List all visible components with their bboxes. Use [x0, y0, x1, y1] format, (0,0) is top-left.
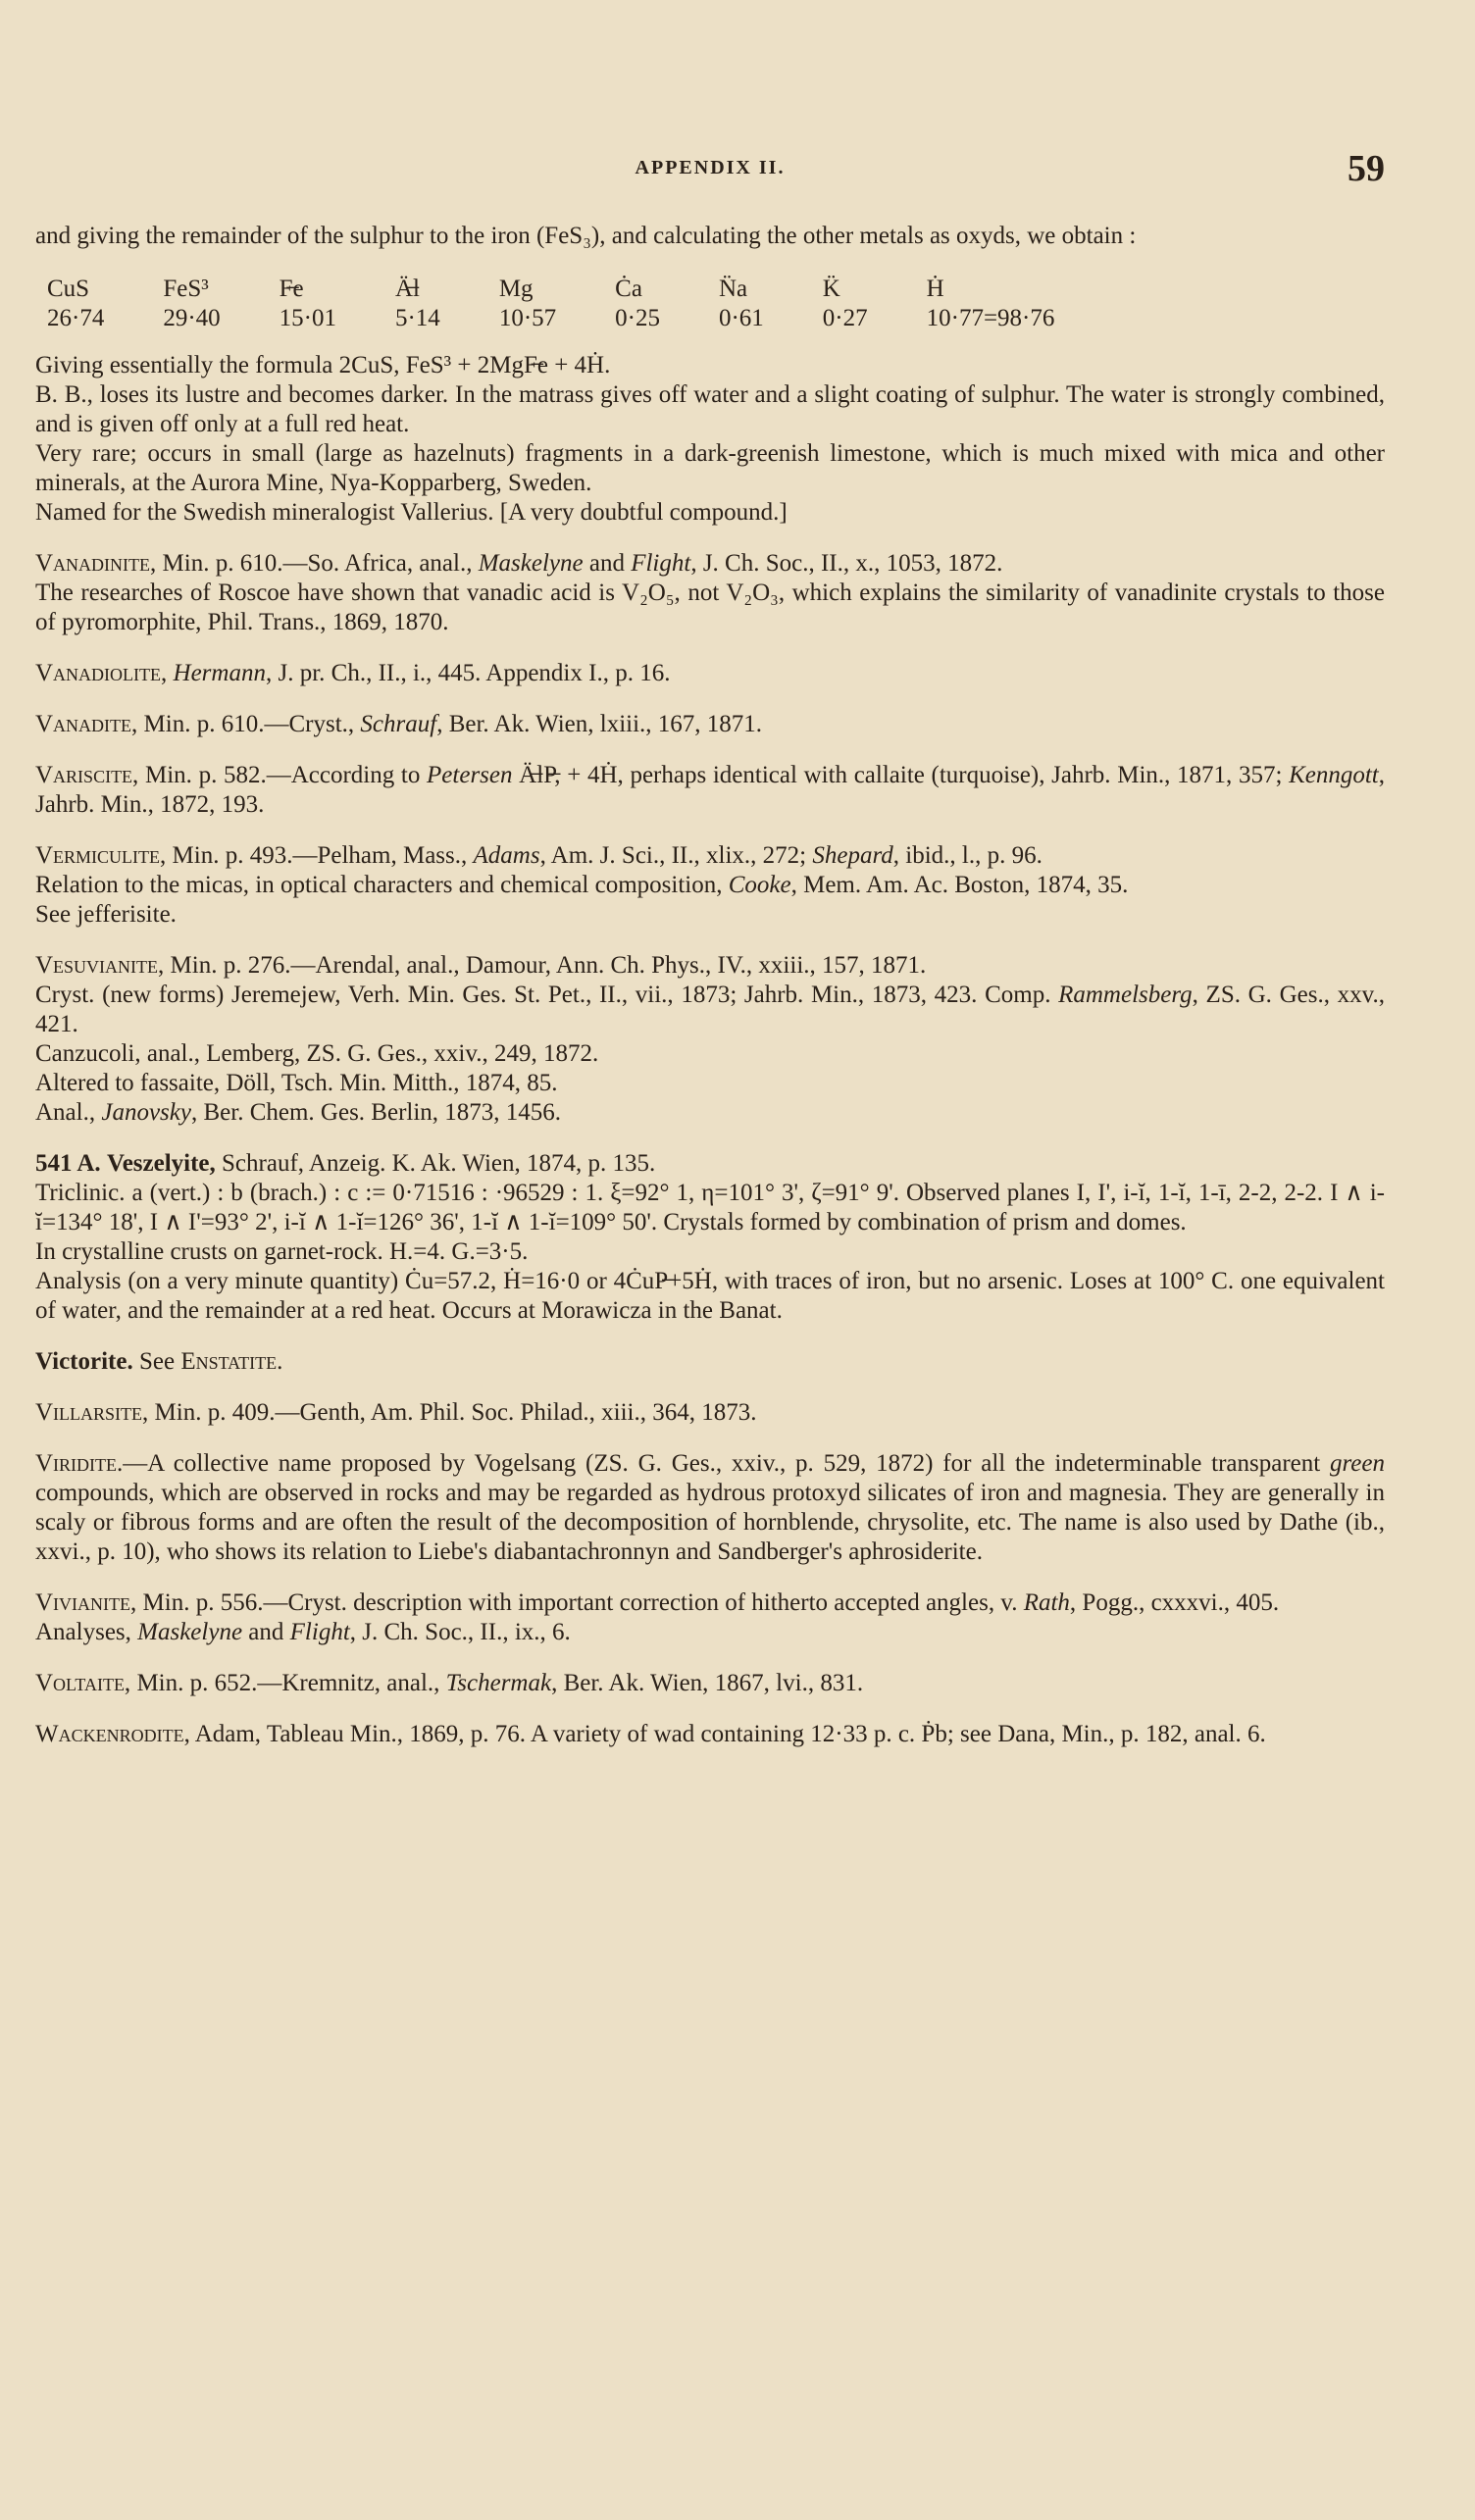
entry-wackenrodite — [35, 1720, 1385, 1749]
entry-text: Min. p. 493.—Pelham, Mass., — [166, 842, 474, 869]
author-name: Schrauf — [360, 711, 437, 737]
entry-vermiculite — [35, 841, 1385, 930]
entry-vivianite — [35, 1588, 1385, 1647]
entry-text: Min. p. 652.—Kremnitz, anal., — [130, 1670, 446, 1696]
entry-text: Schrauf, Anzeig. K. Ak. Wien, 1874, p. 135. — [215, 1150, 656, 1177]
vanadiolite-line — [35, 659, 1385, 688]
entry-text: compounds, which are observed in rocks and may be regarded as hydrous protoxyd silicates of iron and magnesia. They are generally in scaly or fibrous forms and are often the result of the decomposition of hornblende, chrysolite, etc. The name is also used by Dathe (ib., xxvi., p. 10), who shows its relation to Liebe's diabantachronnyn and Sandberger's aphrosiderite. — [35, 1480, 1385, 1565]
entry-text: Anal., — [35, 1099, 102, 1126]
entry-text: Cryst. (new forms) Jeremejew, Verh. Min. Ges. St. Pet., II., vii., 1873; Jahrb. Min., 1873, 423. Comp. — [35, 982, 1059, 1008]
author-name: Shepard — [812, 842, 893, 869]
veszelyite-analysis: Analysis (on a very minute quantity) Ċu=57.2, Ḣ=16·0 or 4ĊuP̶+5Ḣ, with traces of iron, but no arsenic. Loses at 100° C. one equivalent of water, and the remainder at a red heat. Occurs at Morawicza in the Banat. — [35, 1268, 1385, 1324]
author-name: Adams — [473, 842, 540, 869]
page-header — [35, 147, 1385, 196]
body-text — [35, 222, 1385, 1749]
analysis-value-cell: 0·25 — [615, 305, 660, 331]
vivianite-analyses — [35, 1618, 1385, 1647]
entry-text: , J. pr. Ch., II., i., 445. Appendix I., p. 16. — [265, 660, 671, 686]
vesuvianite-altered: Altered to fassaite, Döll, Tsch. Min. Mitth., 1874, 85. — [35, 1070, 558, 1096]
variscite-line — [35, 761, 1385, 820]
entry-vanadinite — [35, 549, 1385, 637]
entry-heading: Vesuvianite, — [35, 952, 165, 979]
entry-heading: Viridite. — [35, 1450, 124, 1477]
vallerite-formula: Giving essentially the formula 2CuS, FeS³ + 2MgF̶e + 4Ḣ. — [35, 352, 611, 378]
vermiculite-see-also: See jefferisite. — [35, 901, 177, 928]
author-name: Rammelsberg — [1058, 982, 1193, 1008]
author-name: Kenngott — [1289, 762, 1379, 788]
entry-text: Relation to the micas, in optical characters and chemical composition, — [35, 872, 729, 898]
entry-viridite — [35, 1449, 1385, 1567]
analysis-header-cell: K̈ — [822, 276, 840, 302]
analysis-header-cell: CuS — [47, 276, 90, 302]
running-title: APPENDIX II. — [635, 157, 786, 178]
entry-text: Min. p. 610.—So. Africa, anal., — [156, 550, 479, 577]
entry-text: , J. Ch. Soc., II., x., 1053, 1872. — [690, 550, 1003, 577]
author-name: Janovsky — [101, 1099, 191, 1126]
veszelyite-habit: In crystalline crusts on garnet-rock. H.=4. G.=3·5. — [35, 1238, 529, 1265]
villarsite-line — [35, 1398, 1385, 1428]
analysis-value-cell: 0·61 — [718, 305, 764, 331]
analysis-header-cell: Ä̶l — [394, 276, 420, 302]
analysis-header-cell: Mg — [498, 276, 534, 302]
analysis-value-cell: 15·01 — [279, 305, 336, 331]
entry-heading: Veszelyite, — [106, 1150, 216, 1177]
entry-heading: Variscite, — [35, 762, 139, 788]
entry-villarsite — [35, 1398, 1385, 1428]
analysis-header-cell: FeS³ — [163, 276, 209, 302]
entry-heading: Victorite. — [35, 1348, 133, 1375]
entry-variscite — [35, 761, 1385, 820]
analysis-header-row — [47, 275, 1054, 304]
entry-heading: Villarsite, — [35, 1399, 149, 1426]
entry-text: , Ber. Ak. Wien, 1867, lvi., 831. — [551, 1670, 864, 1696]
analysis-header-cell: F̶e — [279, 276, 304, 302]
cross-reference: Enstatite. — [180, 1348, 283, 1375]
entry-text: , Ber. Chem. Ges. Berlin, 1873, 1456. — [190, 1099, 562, 1126]
entry-text: , Jahrb. Min., 1872, 193. — [35, 762, 1385, 818]
entry-text: Adam, Tableau Min., 1869, p. 76. A variety of wad containing 12·33 p. c. Ṗb; see Dana, Min., p. 182, anal. 6. — [189, 1721, 1266, 1747]
entry-text: Ä̶lP̶, + 4Ḣ, perhaps identical with callaite (turquoise), Jahrb. Min., 1871, 357; — [512, 762, 1290, 788]
entry-vesuvianite — [35, 951, 1385, 1128]
vesuvianite-canzucoli: Canzucoli, anal., Lemberg, ZS. G. Ges., xxiv., 249, 1872. — [35, 1040, 599, 1067]
entry-vanadiolite — [35, 659, 1385, 688]
entry-text: See — [132, 1348, 181, 1375]
analysis-header-cell: Ḣ — [926, 276, 944, 302]
author-name: Maskelyne — [137, 1619, 243, 1645]
analysis-value-cell: 0·27 — [822, 305, 868, 331]
analysis-table — [47, 275, 1054, 333]
entry-text: , Pogg., cxxxvi., 405. — [1069, 1589, 1280, 1616]
entry-victorite — [35, 1347, 1385, 1377]
intro-paragraph: and giving the remainder of the sulphur to the iron (FeS₃), and calculating the other metals as oxyds, we obtain : — [35, 223, 1137, 249]
emphasis: green — [1330, 1450, 1385, 1477]
vesuvianite-anal — [35, 1098, 1385, 1128]
author-name: Flight — [631, 550, 691, 577]
entry-text: , Mem. Am. Ac. Boston, 1874, 35. — [790, 872, 1129, 898]
wackenrodite-line — [35, 1720, 1385, 1749]
author-name: Maskelyne — [478, 550, 584, 577]
entry-vanadite — [35, 710, 1385, 739]
analysis-value-cell: 26·74 — [47, 305, 105, 331]
analysis-header-cell: Ċa — [615, 276, 642, 302]
analysis-value-cell: 5·14 — [394, 305, 440, 331]
entry-text: —A collective name proposed by Vogelsang (ZS. G. Ges., xxiv., p. 529, 1872) for all the indeterminable transparent — [123, 1450, 1330, 1477]
vallerite-naming: Named for the Swedish mineralogist Vallerius. [A very doubtful compound.] — [35, 499, 788, 526]
entry-text: Min. p. 276.—Arendal, anal., Damour, Ann. Ch. Phys., IV., xxiii., 157, 1871. — [164, 952, 927, 979]
page-number: 59 — [1348, 148, 1385, 189]
vanadinite-line — [35, 549, 1385, 579]
entry-text: , Ber. Ak. Wien, lxiii., 167, 1871. — [436, 711, 763, 737]
author-name: Rath — [1023, 1589, 1070, 1616]
entry-heading: Vanadinite, — [35, 550, 157, 577]
entry-text: and — [242, 1619, 290, 1645]
analysis-value-cell: 10·57 — [498, 305, 557, 331]
entry-heading: Vivianite, — [35, 1589, 137, 1616]
entry-heading: Vermiculite, — [35, 842, 167, 869]
vermiculite-relation — [35, 871, 1385, 900]
vanadite-line — [35, 710, 1385, 739]
entry-text: , ibid., l., p. 96. — [892, 842, 1043, 869]
vallerite-occurrence: Very rare; occurs in small (large as hazelnuts) fragments in a dark-greenish limestone, which is much mixed with mica and other minerals, at the Aurora Mine, Nya-Kopparberg, Sweden. — [35, 440, 1385, 496]
entry-heading: Vanadite, — [35, 711, 138, 737]
entry-heading: Vanadiolite, — [35, 660, 168, 686]
entry-text: , ZS. G. Ges., xxv., 421. — [35, 982, 1385, 1037]
entry-text: , J. Ch. Soc., II., ix., 6. — [349, 1619, 571, 1645]
analysis-value-cell: 10·77=98·76 — [926, 305, 1055, 331]
viridite-line — [35, 1449, 1385, 1567]
author-name: Cooke — [728, 872, 791, 898]
analysis-header-cell: N̈a — [718, 276, 748, 302]
author-name: Tschermak — [445, 1670, 552, 1696]
entry-text: Min. p. 582.—According to — [138, 762, 428, 788]
entry-text: Min. p. 556.—Cryst. description with important correction of hitherto accepted angles, v. — [136, 1589, 1024, 1616]
entry-text: and — [583, 550, 632, 577]
vivianite-line — [35, 1588, 1385, 1618]
entry-number: 541 A. — [35, 1150, 101, 1177]
veszelyite-crystallography: Triclinic. a (vert.) : b (brach.) : c := 0·71516 : ·96529 : 1. ξ=92° 1, η=101° 3', ζ=91° 9'. Observed planes I, I', i-ĭ, 1-ĭ, 1-ī, 2-2, 2-2. I ∧ i-ĭ=134° 18', I ∧ I'=93° 2', i-ĭ ∧ 1-ĭ=126° 36', 1-ĭ ∧ 1-ĭ=109° 50'. Crystals formed by combination of prism and domes. — [35, 1180, 1385, 1235]
voltaite-line — [35, 1669, 1385, 1698]
author-name: Hermann — [173, 660, 266, 686]
vesuvianite-line — [35, 951, 1385, 981]
vesuvianite-cryst — [35, 981, 1385, 1039]
entry-text: Min. p. 610.—Cryst., — [137, 711, 361, 737]
entry-text: Min. p. 409.—Genth, Am. Phil. Soc. Philad., xiii., 364, 1873. — [148, 1399, 757, 1426]
entry-heading: Voltaite, — [35, 1670, 131, 1696]
vallerite-blowpipe: B. B., loses its lustre and becomes darker. In the matrass gives off water and a slight coating of sulphur. The water is strongly combined, and is given off only at a full red heat. — [35, 381, 1385, 437]
analysis-value-cell: 29·40 — [163, 305, 221, 331]
vermiculite-line — [35, 841, 1385, 871]
victorite-line — [35, 1347, 1385, 1377]
entry-veszelyite — [35, 1149, 1385, 1326]
author-name: Petersen — [427, 762, 513, 788]
entry-text: , Am. J. Sci., II., xlix., 272; — [539, 842, 813, 869]
entry-heading: Wackenrodite, — [35, 1721, 190, 1747]
vanadinite-note: The researches of Roscoe have shown that vanadic acid is V₂O₅, not V₂O₃, which explains the similarity of vanadinite crystals to those of pyromorphite, Phil. Trans., 1869, 1870. — [35, 580, 1385, 635]
analysis-value-row — [47, 304, 1054, 333]
entry-voltaite — [35, 1669, 1385, 1698]
veszelyite-line — [35, 1149, 1385, 1179]
author-name: Flight — [289, 1619, 350, 1645]
entry-text: Analyses, — [35, 1619, 138, 1645]
